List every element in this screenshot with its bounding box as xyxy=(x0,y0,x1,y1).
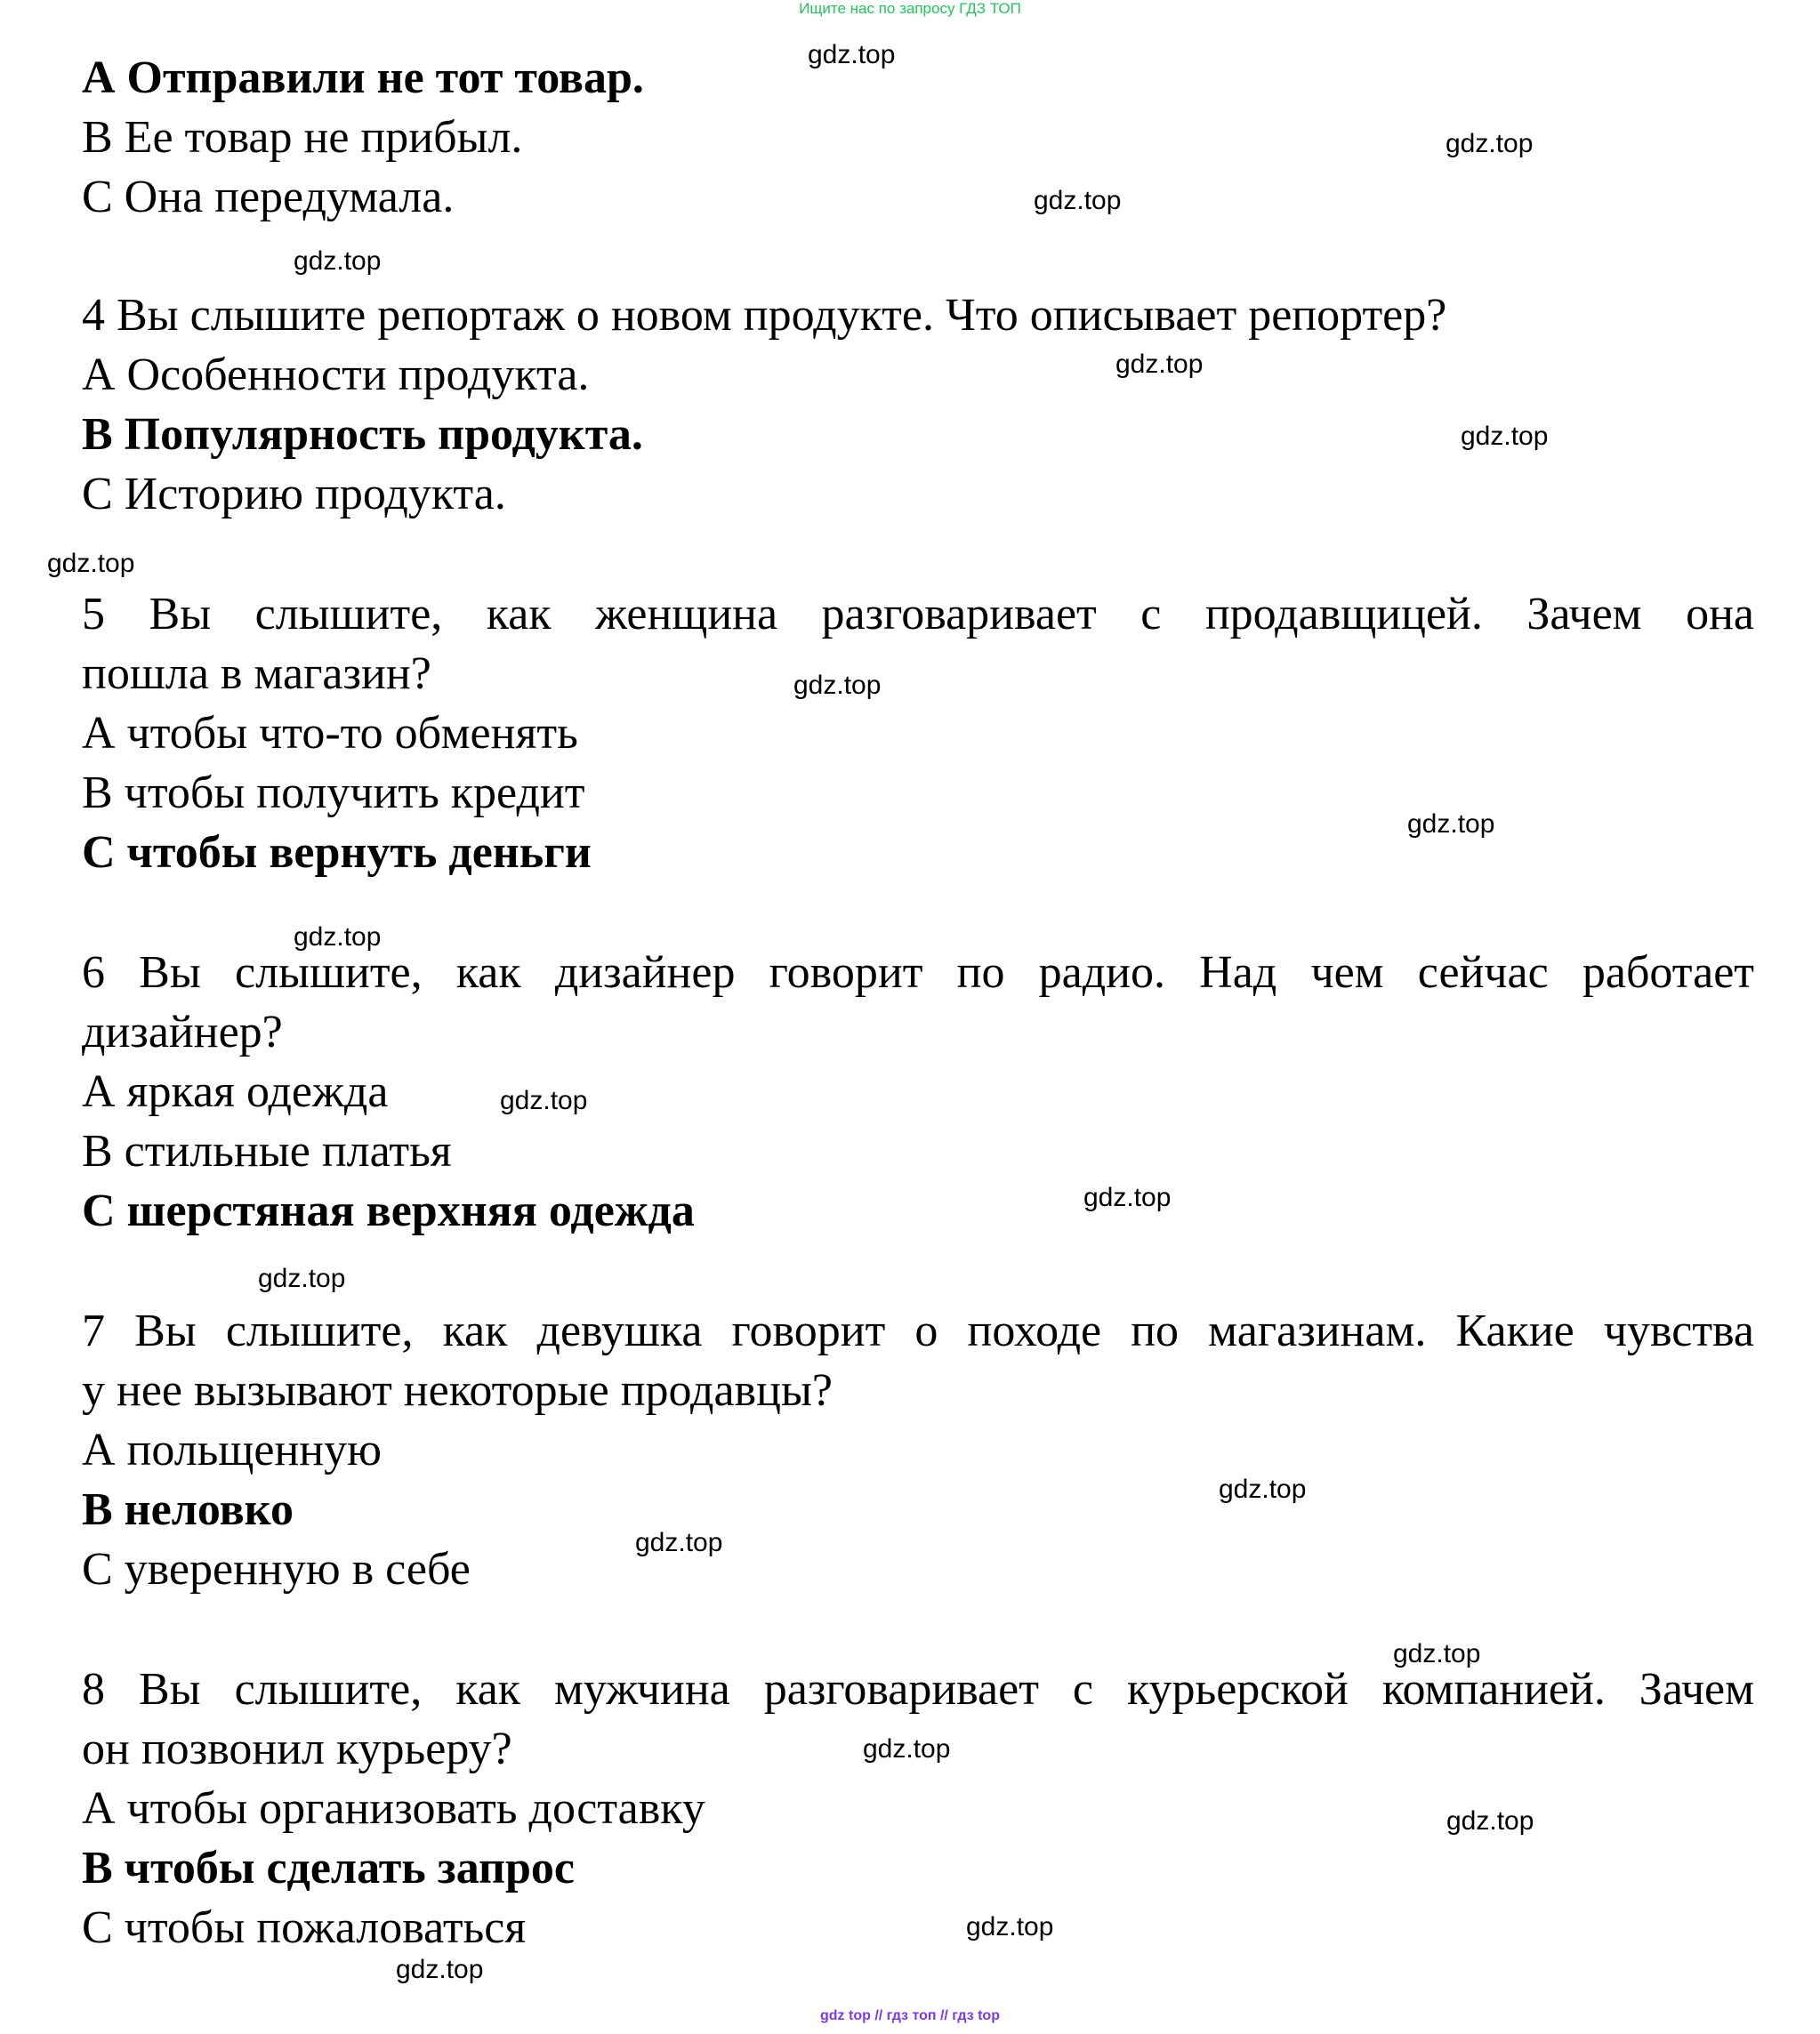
watermark: gdz.top xyxy=(1034,186,1122,215)
q6-question-line-1: 6 Вы слышите, как дизайнер говорит по радио. Над чем сейчас работает xyxy=(82,947,1754,998)
watermark: gdz.top xyxy=(1446,129,1534,158)
q8-question-line-1: 8 Вы слышите, как мужчина разговаривает с курьерской компанией. Зачем xyxy=(82,1664,1754,1715)
q4-option-b-correct: В Популярность продукта. xyxy=(82,409,643,460)
q8-option-b-correct: В чтобы сделать запрос xyxy=(82,1843,575,1893)
watermark: gdz.top xyxy=(793,671,882,700)
q3-option-a-correct: А Отправили не тот товар. xyxy=(82,52,644,103)
q7-option-c: С уверенную в себе xyxy=(82,1544,471,1595)
header-note: Ищите нас по запросу ГДЗ ТОП xyxy=(799,0,1021,17)
q6-question-line-2: дизайнер? xyxy=(82,1007,283,1057)
q8-option-a: А чтобы организовать доставку xyxy=(82,1783,705,1834)
watermark: gdz.top xyxy=(966,1912,1054,1942)
watermark: gdz.top xyxy=(47,549,135,578)
q4-question: 4 Вы слышите репортаж о новом продукте. Что описывает репортер? xyxy=(82,290,1447,341)
watermark: gdz.top xyxy=(1219,1475,1307,1504)
watermark: gdz.top xyxy=(1407,809,1495,839)
q4-option-c: С Историю продукта. xyxy=(82,469,506,519)
watermark: gdz.top xyxy=(863,1734,951,1764)
q5-question-line-1: 5 Вы слышите, как женщина разговаривает с продавщицей. Зачем она xyxy=(82,589,1754,639)
watermark: gdz.top xyxy=(500,1086,588,1115)
q7-question-line-1: 7 Вы слышите, как девушка говорит о походе по магазинам. Какие чувства xyxy=(82,1306,1754,1356)
q5-option-c-correct: С чтобы вернуть деньги xyxy=(82,827,592,878)
watermark: gdz.top xyxy=(1083,1183,1172,1212)
watermark: gdz.top xyxy=(294,246,382,276)
q6-option-b: В стильные платья xyxy=(82,1126,452,1177)
watermark: gdz.top xyxy=(1446,1806,1534,1836)
q7-question-line-2: у нее вызывают некоторые продавцы? xyxy=(82,1365,833,1416)
watermark: gdz.top xyxy=(808,40,896,69)
q6-option-a: А яркая одежда xyxy=(82,1066,389,1117)
q7-option-b-correct: В неловко xyxy=(82,1484,294,1535)
q7-option-a: А польщенную xyxy=(82,1425,382,1475)
watermark: gdz.top xyxy=(294,922,382,952)
q5-question-line-2: пошла в магазин? xyxy=(82,648,431,699)
q6-option-c-correct: С шерстяная верхняя одежда xyxy=(82,1186,695,1236)
q8-question-line-2: он позвонил курьеру? xyxy=(82,1724,512,1774)
watermark: gdz.top xyxy=(635,1528,723,1557)
watermark: gdz.top xyxy=(258,1264,346,1293)
q4-option-a: А Особенности продукта. xyxy=(82,350,590,400)
q5-option-b: В чтобы получить кредит xyxy=(82,768,585,818)
watermark: gdz.top xyxy=(1393,1639,1481,1668)
q5-option-a: А чтобы что-то обменять xyxy=(82,708,578,759)
watermark: gdz.top xyxy=(1115,350,1204,379)
q3-option-b: В Ее товар не прибыл. xyxy=(82,112,523,163)
watermark: gdz.top xyxy=(396,1955,484,1984)
q8-option-c: С чтобы пожаловаться xyxy=(82,1902,527,1953)
q3-option-c: С Она передумала. xyxy=(82,172,455,222)
watermark: gdz.top xyxy=(1461,422,1549,451)
footer-note: gdz top // гдз топ // гдз top xyxy=(820,2008,1000,2023)
